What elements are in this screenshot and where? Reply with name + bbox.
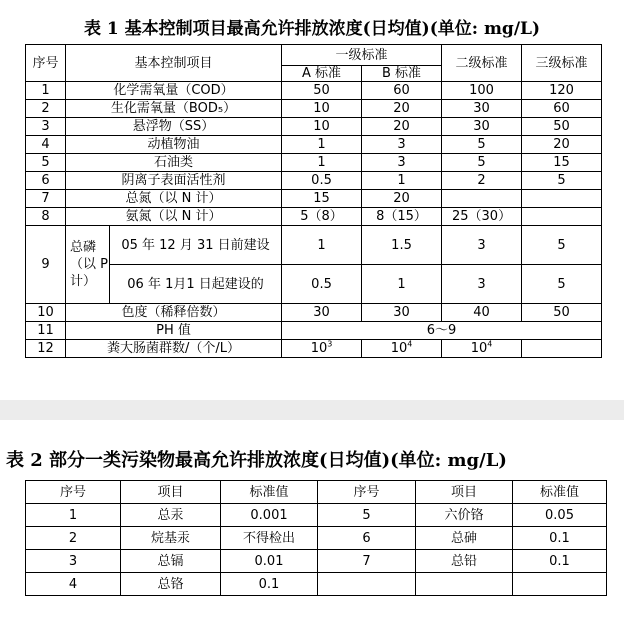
cell-seq: 10 [26, 304, 66, 322]
cell-item: 阴离子表面活性剂 [66, 172, 282, 190]
cell-level2: 5 [442, 154, 522, 172]
cell-sub-desc: 05 年 12 月 31 日前建设 [110, 226, 282, 265]
cell-seq: 4 [26, 136, 66, 154]
cell-item: 粪大肠菌群数/（个/L） [66, 340, 282, 358]
section-divider [0, 400, 624, 420]
cell-sub-desc: 06 年 1月1 日起建设的 [110, 265, 282, 304]
cell-item: 总镉 [121, 550, 221, 573]
cell-seq: 3 [26, 550, 121, 573]
cell-b: 20 [362, 118, 442, 136]
table-row [26, 118, 602, 136]
cell-item: 总汞 [121, 504, 221, 527]
header-seq: 序号 [26, 45, 66, 82]
cell-item: 悬浮物（SS） [66, 118, 282, 136]
cell-level2: 40 [442, 304, 522, 322]
cell-level3: 5 [522, 265, 602, 304]
cell-level3 [522, 340, 602, 358]
cell-level3: 50 [522, 304, 602, 322]
cell-level3: 60 [522, 100, 602, 118]
cell-a: 0.5 [282, 172, 362, 190]
cell-seq: 6 [318, 527, 416, 550]
cell-item [416, 573, 513, 596]
value-exponent: 3 [327, 339, 333, 349]
cell-seq: 12 [26, 340, 66, 358]
cell-a: 1 [282, 226, 362, 265]
table-row [26, 82, 602, 100]
value-exponent: 4 [407, 339, 413, 349]
cell-level3: 50 [522, 118, 602, 136]
cell-b: 30 [362, 304, 442, 322]
cell-std: 0.001 [221, 504, 318, 527]
cell-std: 0.1 [513, 550, 607, 573]
cell-a: 50 [282, 82, 362, 100]
cell-item: 生化需氧量（BOD₅） [66, 100, 282, 118]
cell-b: 1 [362, 172, 442, 190]
cell-item: 总铬 [121, 573, 221, 596]
cell-a [282, 340, 362, 358]
cell-level3 [522, 208, 602, 226]
cell-seq: 1 [26, 504, 121, 527]
cell-std: 0.05 [513, 504, 607, 527]
value-base: 10 [390, 341, 408, 356]
cell-a: 1 [282, 154, 362, 172]
value-exponent: 4 [487, 339, 493, 349]
table-row [26, 504, 607, 527]
cell-level3: 5 [522, 226, 602, 265]
table-row [26, 190, 602, 208]
cell-level2: 25（30） [442, 208, 522, 226]
cell-b: 1.5 [362, 226, 442, 265]
cell-std: 不得检出 [221, 527, 318, 550]
cell-seq: 7 [318, 550, 416, 573]
cell-b: 60 [362, 82, 442, 100]
cell-seq: 2 [26, 100, 66, 118]
cell-a: 15 [282, 190, 362, 208]
cell-level3: 120 [522, 82, 602, 100]
table-row [26, 154, 602, 172]
table2-title: 表 2 部分一类污染物最高允许排放浓度(日均值)(单位: mg/L) [6, 450, 507, 471]
cell-level3 [522, 190, 602, 208]
table-row [26, 322, 602, 340]
cell-std: 0.1 [513, 527, 607, 550]
cell-seq: 1 [26, 82, 66, 100]
cell-seq: 5 [318, 504, 416, 527]
cell-phosphorus-label: 总磷（以 P 计） [66, 226, 110, 304]
cell-b: 3 [362, 136, 442, 154]
cell-b: 8（15） [362, 208, 442, 226]
cell-item: 氨氮（以 N 计） [66, 208, 282, 226]
cell-seq: 5 [26, 154, 66, 172]
cell-level2: 100 [442, 82, 522, 100]
cell-level2 [442, 340, 522, 358]
header-a: A 标准 [282, 66, 362, 82]
cell-item: 总砷 [416, 527, 513, 550]
cell-item: 色度（稀释倍数） [66, 304, 282, 322]
cell-a: 5（8） [282, 208, 362, 226]
cell-a: 10 [282, 100, 362, 118]
table-header-row [26, 481, 607, 504]
header-std: 标准值 [221, 481, 318, 504]
cell-level2: 2 [442, 172, 522, 190]
cell-seq [318, 573, 416, 596]
cell-level2: 3 [442, 226, 522, 265]
table-row [26, 304, 602, 322]
cell-level2: 5 [442, 136, 522, 154]
table-row [26, 172, 602, 190]
cell-seq: 11 [26, 322, 66, 340]
value-base: 10 [310, 341, 328, 356]
cell-a: 0.5 [282, 265, 362, 304]
value-base: 10 [470, 341, 488, 356]
header-item: 项目 [121, 481, 221, 504]
cell-item: 化学需氧量（COD） [66, 82, 282, 100]
table-row [26, 340, 602, 358]
header-seq: 序号 [318, 481, 416, 504]
cell-a: 30 [282, 304, 362, 322]
cell-item: 动植物油 [66, 136, 282, 154]
cell-level3: 20 [522, 136, 602, 154]
cell-level3: 15 [522, 154, 602, 172]
cell-a: 1 [282, 136, 362, 154]
cell-ph-value: 6～9 [282, 322, 602, 340]
cell-b: 1 [362, 265, 442, 304]
cell-item: PH 值 [66, 322, 282, 340]
cell-b: 20 [362, 190, 442, 208]
table-row [26, 573, 607, 596]
table1-title: 表 1 基本控制项目最高允许排放浓度(日均值)(单位: mg/L) [83, 19, 541, 39]
cell-seq: 8 [26, 208, 66, 226]
class1-pollutant-table [25, 480, 607, 596]
header-seq: 序号 [26, 481, 121, 504]
cell-a: 10 [282, 118, 362, 136]
header-level1: 一级标准 [282, 45, 442, 66]
basic-control-table [25, 44, 602, 358]
table-row [26, 550, 607, 573]
cell-level2: 30 [442, 118, 522, 136]
cell-item: 总氮（以 N 计） [66, 190, 282, 208]
cell-std: 0.01 [221, 550, 318, 573]
cell-level2: 30 [442, 100, 522, 118]
header-level3: 三级标准 [522, 45, 602, 82]
cell-item: 总铅 [416, 550, 513, 573]
cell-std: 0.1 [221, 573, 318, 596]
cell-item: 石油类 [66, 154, 282, 172]
cell-b [362, 340, 442, 358]
cell-b: 20 [362, 100, 442, 118]
cell-level2 [442, 190, 522, 208]
table-row-phosphorus-1 [26, 226, 602, 265]
cell-seq: 4 [26, 573, 121, 596]
table-row [26, 527, 607, 550]
cell-seq: 2 [26, 527, 121, 550]
table-row [26, 136, 602, 154]
cell-seq: 9 [26, 226, 66, 304]
header-item: 基本控制项目 [66, 45, 282, 82]
header-level2: 二级标准 [442, 45, 522, 82]
table-row [26, 100, 602, 118]
cell-std [513, 573, 607, 596]
cell-seq: 7 [26, 190, 66, 208]
cell-item: 六价铬 [416, 504, 513, 527]
cell-seq: 6 [26, 172, 66, 190]
table-row-phosphorus-2 [26, 265, 602, 304]
cell-seq: 3 [26, 118, 66, 136]
cell-level3: 5 [522, 172, 602, 190]
header-b: B 标准 [362, 66, 442, 82]
cell-b: 3 [362, 154, 442, 172]
table-row [26, 208, 602, 226]
header-std: 标准值 [513, 481, 607, 504]
cell-item: 烷基汞 [121, 527, 221, 550]
cell-level2: 3 [442, 265, 522, 304]
header-item: 项目 [416, 481, 513, 504]
